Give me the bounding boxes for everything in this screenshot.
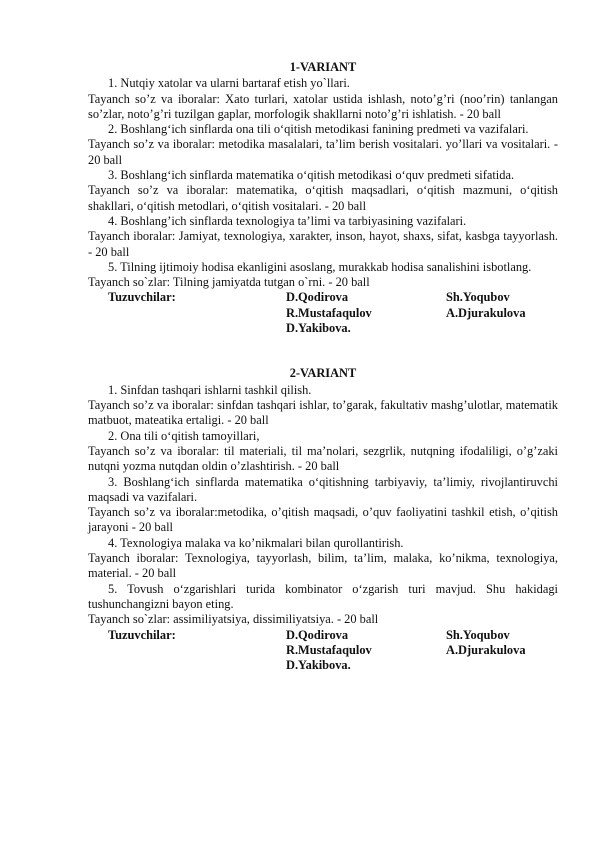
keywords: Tayanch so’z va iboralar: Xato turlari, xatolar ustida ishlash, noto’g’ri (noo’rin) tanlangan so’zlar, noto’g’ri tuzilgan gaplar, morfologik shakllarni noto’g’ri ishlatish. - 20 ball: [88, 91, 558, 121]
question: 1. Nutqiy xatolar va ularni bartaraf etish yo`llari.: [108, 76, 350, 91]
keywords: Tayanch so`zlar: assimiliyatsiya, dissimiliyatsiya. - 20 ball: [88, 612, 379, 627]
compilers-column-2: [446, 290, 526, 321]
question: 1. Sinfdan tashqari ishlarni tashkil qilish.: [108, 382, 312, 397]
keywords: Tayanch so’z va iboralar: metodika masalalari, ta’lim berish vositalari. yo’llari va vositalari. - 20 ball: [88, 137, 558, 167]
compilers-column-1: [286, 628, 372, 674]
keywords: Tayanch iboralar: Jamiyat, texnologiya, xarakter, inson, hayot, shaxs, sifat, kasbga tayyorlash. - 20 ball: [88, 229, 558, 259]
question: 2. Ona tili o‘qitish tamoyillari,: [108, 428, 260, 443]
compiler-name: A.Djurakulova: [446, 305, 526, 320]
variant-1: [88, 60, 558, 337]
question: 4. Boshlang’ich sinflarda texnologiya ta’limi va tarbiyasining vazifalari.: [108, 213, 467, 228]
question: 3. Boshlang‘ich sinflarda matematika o‘qitishning tarbiyaviy, ta’limiy, rivojlantiruvchi maqsadi va vazifalari.: [88, 474, 558, 504]
variant-title: 1-VARIANT: [289, 60, 357, 74]
keywords: Tayanch so’z va iboralar:metodika, o’qitish maqsadi, o’quv faoliyatini tashkil etish, o’qitish jarayoni - 20 ball: [88, 505, 558, 535]
keywords: Tayanch so’z va iboralar: sinfdan tashqari ishlar, to’garak, fakultativ mashg’ulotlar, matematik matbuot, mateatika ertaligi. - 20 ball: [88, 398, 558, 428]
compiler-name: Sh.Yoqubov: [446, 290, 510, 305]
compiler-name: A.Djurakulova: [446, 642, 526, 657]
keywords: Tayanch so`zlar: Tilning jamiyatda tutgan o`rni. - 20 ball: [88, 275, 370, 290]
compilers-column-1: [286, 290, 372, 336]
compilers-block: [88, 628, 558, 675]
section-spacer: [88, 337, 558, 366]
compiler-name: R.Mustafaqulov: [286, 642, 372, 657]
question: 3. Boshlang‘ich sinflarda matematika o‘qitish metodikasi o‘quv predmeti sifatida.: [108, 168, 515, 183]
question: 4. Texnologiya malaka va ko’nikmalari bilan qurollantirish.: [108, 535, 404, 550]
compiler-name: R.Mustafaqulov: [286, 305, 372, 320]
keywords: Tayanch so’z va iboralar: til materiali, til ma’nolari, sezgrlik, nutqning ifodaliligi, o’g’zaki nutqni yozma nutqdan oldin o’zlashtirish. - 20 ball: [88, 443, 558, 474]
compilers-column-2: [446, 628, 526, 659]
compiler-name: Sh.Yoqubov: [446, 627, 510, 642]
question: 5. Tovush o‘zgarishlari turida kombinator o‘zgarish turi mavjud. Shu hakidagi tushunchangizni bayon eting.: [88, 581, 558, 611]
question: 5. Tilning ijtimoiy hodisa ekanligini asoslang, murakkab hodisa sanalishini isbotlang.: [108, 259, 532, 274]
compilers-label: Tuzuvchilar:: [108, 290, 176, 305]
variant-title: 2-VARIANT: [289, 366, 357, 381]
compiler-name: D.Qodirova: [286, 627, 349, 642]
keywords: Tayanch so’z va iboralar: matematika, o‘qitish maqsadlari, o‘qitish mazmuni, o‘qitish shakllari, o‘qitish metodlari, o‘qitish vositalari. - 20 ball: [88, 183, 558, 213]
compiler-name: D.Qodirova: [286, 290, 349, 305]
compilers-block: [88, 290, 558, 337]
question: 2. Boshlang‘ich sinflarda ona tili o‘qitish metodikasi fanining predmeti va vazifalari.: [108, 122, 529, 137]
document-page: [88, 60, 558, 675]
compiler-name: D.Yakibova.: [286, 658, 351, 673]
keywords: Tayanch iboralar: Texnologiya, tayyorlash, bilim, ta’lim, malaka, ko’nikma, texnologiya, material. - 20 ball: [88, 551, 558, 581]
variant-2: [88, 366, 558, 674]
compiler-name: D.Yakibova.: [286, 321, 351, 336]
compilers-label: Tuzuvchilar:: [108, 627, 176, 642]
